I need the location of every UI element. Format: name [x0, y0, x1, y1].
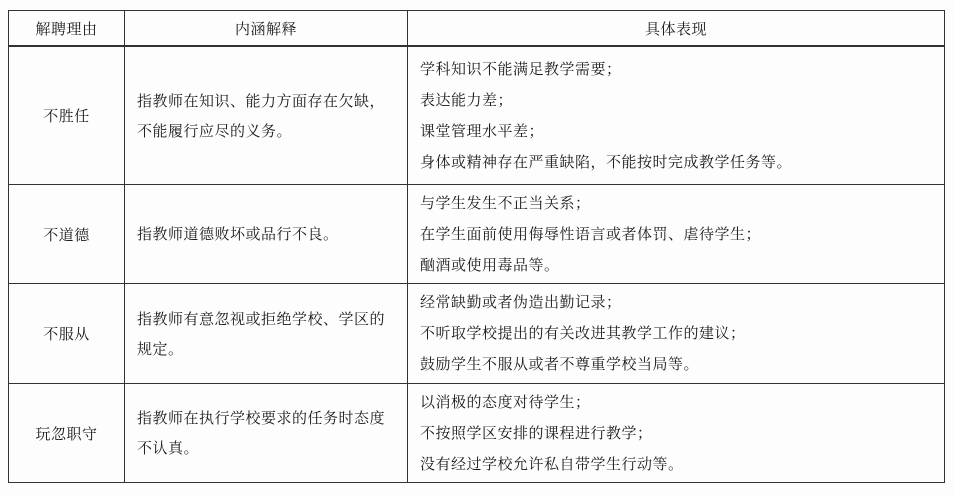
manifestation-item: 学科知识不能满足教学需要；	[420, 59, 622, 78]
meaning-cell: 指教师道德败坏或品行不良。	[125, 185, 408, 284]
manifestation-item: 身体或精神存在严重缺陷，不能按时完成教学任务等。	[420, 152, 793, 171]
reason-cell: 玩忽职守	[9, 384, 125, 483]
reason-cell: 不服从	[9, 284, 125, 384]
manifestation-cell	[408, 384, 945, 483]
table-body	[9, 46, 945, 483]
manifestation-cell	[408, 46, 945, 185]
manifestation-item: 不听取学校提出的有关改进其教学工作的建议；	[420, 324, 746, 342]
meaning-cell: 指教师有意忽视或拒绝学校、学区的规定。	[125, 284, 408, 384]
table-row	[9, 284, 945, 384]
table-row	[9, 46, 945, 185]
header-meaning: 内涵解释	[125, 11, 408, 47]
reason-cell: 不胜任	[9, 46, 125, 185]
manifestation-item: 以消极的态度对待学生；	[420, 392, 591, 411]
meaning-cell: 指教师在执行学校要求的任务时态度不认真。	[125, 384, 408, 483]
meaning-cell: 指教师在知识、能力方面存在欠缺，不能履行应尽的义务。	[125, 46, 408, 185]
dismissal-reasons-table	[8, 10, 945, 483]
manifestation-cell	[408, 185, 945, 284]
manifestation-item: 课堂管理水平差；	[420, 121, 545, 140]
manifestation-item: 酗酒或使用毒品等。	[420, 255, 560, 274]
manifestation-cell	[408, 284, 945, 384]
table-row	[9, 384, 945, 483]
manifestation-item: 在学生面前使用侮辱性语言或者体罚、虐待学生；	[420, 224, 762, 243]
manifestation-item: 经常缺勤或者伪造出勤记录；	[420, 293, 622, 311]
manifestation-item: 鼓励学生不服从或者不尊重学校当局等。	[420, 355, 700, 373]
manifestation-item: 没有经过学校允许私自带学生行动等。	[420, 454, 684, 473]
table-header	[9, 11, 945, 47]
manifestation-item: 与学生发生不正当关系；	[420, 193, 591, 212]
header-reason: 解聘理由	[9, 11, 125, 47]
reason-cell: 不道德	[9, 185, 125, 284]
manifestation-item: 表达能力差；	[420, 90, 514, 109]
header-row	[9, 11, 945, 47]
table-row	[9, 185, 945, 284]
header-manifestation: 具体表现	[408, 11, 945, 47]
manifestation-item: 不按照学区安排的课程进行教学；	[420, 423, 653, 442]
